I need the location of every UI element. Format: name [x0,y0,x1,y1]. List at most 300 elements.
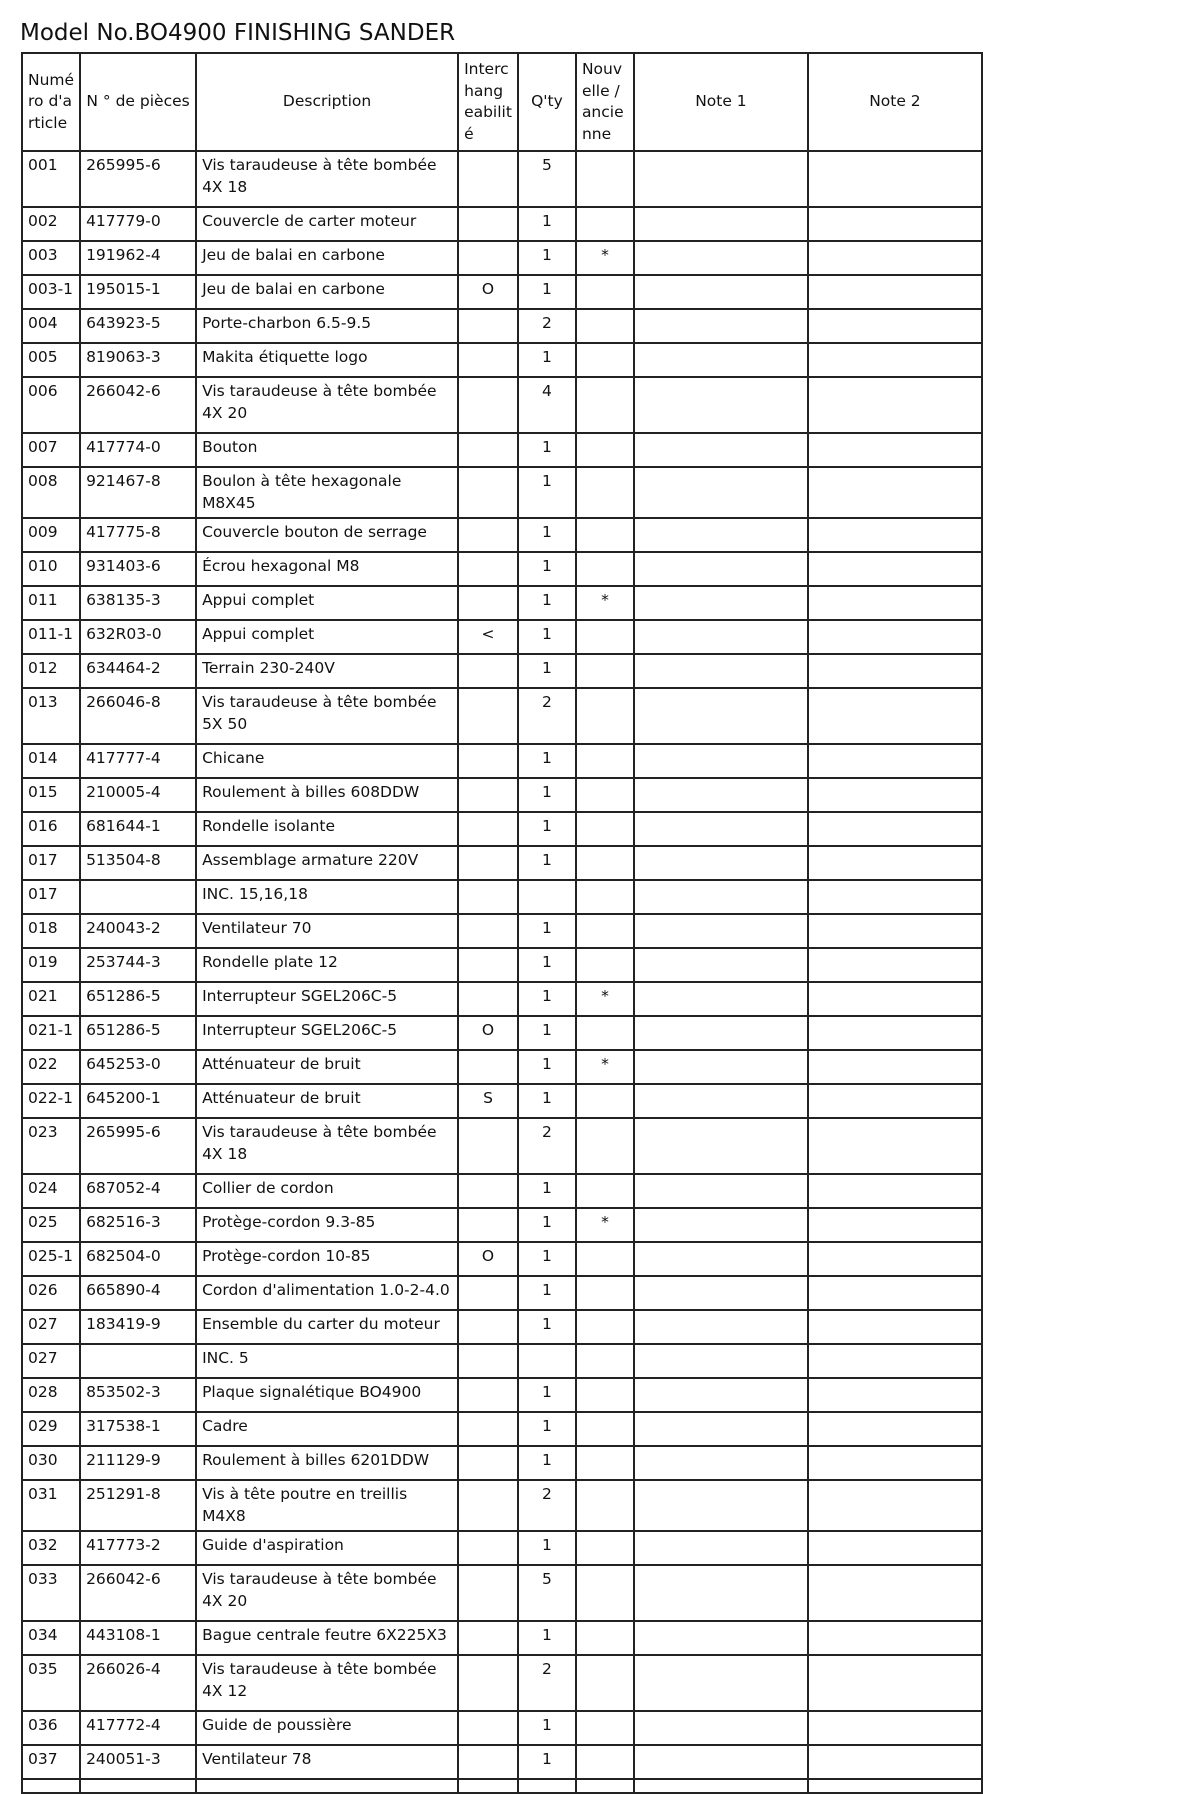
cell-new-old [576,1621,634,1655]
cell-part-number: 266046-8 [80,688,196,744]
cell-note-1 [634,948,808,982]
cell-new-old [576,552,634,586]
table-row [22,377,982,433]
cell-interchangeability [458,1378,518,1412]
table-row [22,1276,982,1310]
table-row [22,1016,982,1050]
cell-item-number: 024 [22,1174,80,1208]
cell-note-2 [808,778,982,812]
cell-part-number: 417774-0 [80,433,196,467]
cell-note-1 [634,343,808,377]
cell-interchangeability [458,982,518,1016]
cell-item-number: 029 [22,1412,80,1446]
header-item-number: Numé ro d'a rticle [22,53,80,151]
cell-new-old [576,812,634,846]
cell-note-1 [634,151,808,207]
cell-interchangeability [458,1446,518,1480]
table-row [22,1655,982,1711]
cell-note-1 [634,620,808,654]
cell-new-old [576,207,634,241]
cell-description: Vis taraudeuse à tête bombée 4X 20 [196,1565,458,1621]
cell-new-old [576,1310,634,1344]
cell-part-number: 921467-8 [80,467,196,518]
cell-note-2 [808,1565,982,1621]
cell-interchangeability [458,1276,518,1310]
cell-note-1 [634,1655,808,1711]
cell-quantity: 4 [518,377,576,433]
table-row [22,241,982,275]
cell-item-number: 013 [22,688,80,744]
cell-quantity: 1 [518,1084,576,1118]
cell-note-1 [634,518,808,552]
cell-note-2 [808,1016,982,1050]
cell-note-2 [808,914,982,948]
cell-interchangeability [458,948,518,982]
cell-description: Porte-charbon 6.5-9.5 [196,309,458,343]
cell-empty [80,1779,196,1793]
cell-part-number: 265995-6 [80,1118,196,1174]
table-row [22,1621,982,1655]
cell-new-old [576,1276,634,1310]
cell-interchangeability [458,846,518,880]
header-note-1: Note 1 [634,53,808,151]
header-description: Description [196,53,458,151]
cell-quantity: 2 [518,1118,576,1174]
cell-new-old [576,948,634,982]
cell-description: Protège-cordon 9.3-85 [196,1208,458,1242]
cell-quantity: 1 [518,1621,576,1655]
cell-description: Couvercle de carter moteur [196,207,458,241]
cell-item-number: 034 [22,1621,80,1655]
cell-part-number: 634464-2 [80,654,196,688]
table-row [22,309,982,343]
table-row [22,1084,982,1118]
cell-item-number: 027 [22,1344,80,1378]
cell-interchangeability [458,1344,518,1378]
cell-note-1 [634,846,808,880]
cell-description: Couvercle bouton de serrage [196,518,458,552]
cell-part-number: 638135-3 [80,586,196,620]
cell-part-number: 681644-1 [80,812,196,846]
cell-quantity: 1 [518,1174,576,1208]
cell-note-2 [808,1208,982,1242]
cell-interchangeability [458,1711,518,1745]
cell-quantity: 2 [518,688,576,744]
cell-item-number: 022-1 [22,1084,80,1118]
page-title: Model No.BO4900 FINISHING SANDER [20,20,456,46]
cell-part-number: 251291-8 [80,1480,196,1531]
cell-new-old [576,1446,634,1480]
cell-description: Makita étiquette logo [196,343,458,377]
cell-note-1 [634,1118,808,1174]
cell-item-number: 002 [22,207,80,241]
cell-new-old: * [576,586,634,620]
table-row [22,654,982,688]
cell-interchangeability [458,1655,518,1711]
cell-item-number: 025 [22,1208,80,1242]
table-row [22,343,982,377]
cell-empty [634,1779,808,1793]
cell-description: Plaque signalétique BO4900 [196,1378,458,1412]
cell-quantity: 1 [518,1208,576,1242]
cell-note-2 [808,1711,982,1745]
cell-part-number: 266042-6 [80,377,196,433]
cell-note-2 [808,744,982,778]
cell-note-1 [634,914,808,948]
cell-item-number: 015 [22,778,80,812]
cell-note-2 [808,620,982,654]
cell-interchangeability: O [458,275,518,309]
cell-note-1 [634,467,808,518]
cell-quantity: 1 [518,620,576,654]
cell-note-2 [808,518,982,552]
cell-note-1 [634,880,808,914]
cell-part-number: 665890-4 [80,1276,196,1310]
header-new-old: Nouv elle / ancie nne [576,53,634,151]
cell-quantity: 1 [518,467,576,518]
cell-description: Écrou hexagonal M8 [196,552,458,586]
cell-item-number: 023 [22,1118,80,1174]
cell-part-number: 417773-2 [80,1531,196,1565]
cell-empty [808,1779,982,1793]
cell-part-number: 819063-3 [80,343,196,377]
cell-note-1 [634,275,808,309]
cell-part-number: 651286-5 [80,1016,196,1050]
cell-description: Assemblage armature 220V [196,846,458,880]
cell-note-2 [808,948,982,982]
cell-note-1 [634,1446,808,1480]
cell-interchangeability: O [458,1016,518,1050]
parts-table-body [22,151,982,1793]
cell-note-2 [808,586,982,620]
table-row [22,982,982,1016]
cell-empty [576,1779,634,1793]
cell-part-number: 417775-8 [80,518,196,552]
cell-interchangeability [458,377,518,433]
cell-description: INC. 5 [196,1344,458,1378]
table-row [22,433,982,467]
table-row [22,518,982,552]
cell-part-number: 682516-3 [80,1208,196,1242]
cell-part-number: 651286-5 [80,982,196,1016]
cell-quantity: 1 [518,275,576,309]
cell-interchangeability: < [458,620,518,654]
cell-note-1 [634,1378,808,1412]
cell-note-1 [634,1174,808,1208]
cell-interchangeability [458,1480,518,1531]
cell-note-1 [634,1208,808,1242]
cell-item-number: 018 [22,914,80,948]
cell-note-2 [808,1621,982,1655]
table-row [22,880,982,914]
cell-item-number: 004 [22,309,80,343]
cell-new-old [576,1745,634,1779]
cell-item-number: 010 [22,552,80,586]
cell-quantity: 2 [518,1655,576,1711]
cell-quantity: 1 [518,846,576,880]
cell-quantity: 2 [518,1480,576,1531]
cell-note-2 [808,880,982,914]
cell-note-1 [634,1084,808,1118]
table-row [22,812,982,846]
cell-note-1 [634,1344,808,1378]
table-row [22,552,982,586]
cell-new-old [576,1531,634,1565]
cell-item-number: 028 [22,1378,80,1412]
cell-description: Guide d'aspiration [196,1531,458,1565]
cell-quantity: 1 [518,654,576,688]
cell-new-old [576,1084,634,1118]
cell-note-1 [634,1310,808,1344]
cell-part-number: 443108-1 [80,1621,196,1655]
table-row [22,1174,982,1208]
cell-interchangeability: S [458,1084,518,1118]
cell-quantity: 1 [518,1412,576,1446]
cell-interchangeability [458,1621,518,1655]
cell-interchangeability [458,778,518,812]
cell-item-number: 012 [22,654,80,688]
table-row [22,151,982,207]
cell-note-2 [808,552,982,586]
table-row [22,948,982,982]
cell-interchangeability [458,467,518,518]
cell-item-number: 027 [22,1310,80,1344]
cell-description: Collier de cordon [196,1174,458,1208]
cell-interchangeability [458,309,518,343]
cell-quantity: 1 [518,1310,576,1344]
cell-note-1 [634,812,808,846]
cell-note-2 [808,207,982,241]
cell-note-2 [808,377,982,433]
cell-new-old [576,1174,634,1208]
cell-note-1 [634,377,808,433]
table-row [22,1565,982,1621]
cell-item-number: 021-1 [22,1016,80,1050]
table-row [22,914,982,948]
cell-new-old: * [576,241,634,275]
cell-note-2 [808,467,982,518]
cell-item-number: 033 [22,1565,80,1621]
cell-note-2 [808,1745,982,1779]
cell-quantity: 1 [518,1050,576,1084]
cell-note-1 [634,1565,808,1621]
cell-part-number: 265995-6 [80,151,196,207]
cell-item-number: 017 [22,880,80,914]
cell-note-1 [634,1745,808,1779]
cell-description: Atténuateur de bruit [196,1084,458,1118]
cell-item-number: 007 [22,433,80,467]
cell-interchangeability [458,1310,518,1344]
cell-description: Vis taraudeuse à tête bombée 4X 18 [196,151,458,207]
cell-new-old [576,433,634,467]
cell-note-2 [808,812,982,846]
cell-description: Terrain 230-240V [196,654,458,688]
cell-description: Ventilateur 70 [196,914,458,948]
cell-quantity: 1 [518,778,576,812]
cell-note-2 [808,1242,982,1276]
table-row [22,1745,982,1779]
cell-note-1 [634,1276,808,1310]
cell-part-number: 266026-4 [80,1655,196,1711]
header-quantity: Q'ty [518,53,576,151]
cell-quantity: 1 [518,982,576,1016]
cell-part-number: 853502-3 [80,1378,196,1412]
cell-note-2 [808,433,982,467]
cell-quantity: 1 [518,1242,576,1276]
cell-part-number: 266042-6 [80,1565,196,1621]
cell-new-old [576,275,634,309]
cell-interchangeability [458,654,518,688]
cell-part-number [80,1344,196,1378]
cell-part-number: 253744-3 [80,948,196,982]
cell-item-number: 032 [22,1531,80,1565]
cell-empty [458,1779,518,1793]
cell-new-old [576,1711,634,1745]
cell-new-old [576,518,634,552]
cell-part-number: 183419-9 [80,1310,196,1344]
cell-note-1 [634,1531,808,1565]
cell-note-2 [808,1050,982,1084]
cell-note-2 [808,654,982,688]
cell-quantity: 1 [518,1276,576,1310]
cell-note-1 [634,1050,808,1084]
cell-quantity: 1 [518,1531,576,1565]
cell-item-number: 016 [22,812,80,846]
cell-interchangeability [458,207,518,241]
cell-item-number: 006 [22,377,80,433]
cell-interchangeability [458,241,518,275]
cell-description: Bague centrale feutre 6X225X3 [196,1621,458,1655]
cell-interchangeability [458,1174,518,1208]
cell-note-2 [808,275,982,309]
cell-new-old [576,377,634,433]
cell-description: Atténuateur de bruit [196,1050,458,1084]
cell-note-2 [808,241,982,275]
cell-new-old [576,309,634,343]
table-row [22,1446,982,1480]
cell-quantity: 5 [518,151,576,207]
cell-item-number: 036 [22,1711,80,1745]
cell-interchangeability [458,744,518,778]
table-row [22,1480,982,1531]
cell-interchangeability [458,688,518,744]
cell-interchangeability [458,433,518,467]
cell-note-1 [634,207,808,241]
cell-description: Ventilateur 78 [196,1745,458,1779]
cell-new-old [576,620,634,654]
cell-description: Rondelle plate 12 [196,948,458,982]
table-row [22,207,982,241]
cell-empty [518,1779,576,1793]
cell-description: Roulement à billes 608DDW [196,778,458,812]
cell-interchangeability [458,914,518,948]
cell-item-number: 003 [22,241,80,275]
table-row [22,620,982,654]
table-row [22,1050,982,1084]
cell-part-number: 645253-0 [80,1050,196,1084]
cell-quantity: 1 [518,1446,576,1480]
cell-note-1 [634,744,808,778]
cell-note-1 [634,1480,808,1531]
cell-interchangeability [458,880,518,914]
cell-description: Bouton [196,433,458,467]
cell-note-1 [634,1412,808,1446]
cell-note-2 [808,846,982,880]
cell-part-number: 682504-0 [80,1242,196,1276]
cell-quantity: 1 [518,241,576,275]
table-row [22,778,982,812]
cell-note-2 [808,1344,982,1378]
table-row [22,1208,982,1242]
table-row [22,688,982,744]
cell-note-2 [808,1480,982,1531]
cell-item-number: 022 [22,1050,80,1084]
cell-item-number: 009 [22,518,80,552]
cell-description: Appui complet [196,586,458,620]
cell-note-2 [808,982,982,1016]
cell-new-old [576,1242,634,1276]
cell-item-number: 037 [22,1745,80,1779]
cell-description: Jeu de balai en carbone [196,275,458,309]
cell-item-number: 001 [22,151,80,207]
cell-note-1 [634,309,808,343]
cell-item-number: 019 [22,948,80,982]
cell-item-number: 014 [22,744,80,778]
cell-interchangeability [458,1565,518,1621]
cell-new-old [576,778,634,812]
cell-item-number: 011-1 [22,620,80,654]
cell-note-1 [634,1242,808,1276]
cell-note-2 [808,309,982,343]
cell-item-number: 011 [22,586,80,620]
cell-new-old [576,654,634,688]
cell-new-old: * [576,1050,634,1084]
cell-part-number: 211129-9 [80,1446,196,1480]
cell-interchangeability [458,1118,518,1174]
cell-description: Chicane [196,744,458,778]
cell-description: Appui complet [196,620,458,654]
header-part-number: N ° de pièces [80,53,196,151]
cell-interchangeability [458,586,518,620]
cell-quantity: 1 [518,518,576,552]
cell-new-old [576,846,634,880]
cell-note-1 [634,778,808,812]
cell-interchangeability [458,1208,518,1242]
cell-part-number: 417772-4 [80,1711,196,1745]
cell-new-old [576,880,634,914]
cell-quantity: 1 [518,433,576,467]
cell-new-old [576,1118,634,1174]
parts-table [21,52,983,1794]
cell-part-number: 191962-4 [80,241,196,275]
cell-note-2 [808,151,982,207]
cell-quantity: 5 [518,1565,576,1621]
cell-new-old [576,1480,634,1531]
cell-note-1 [634,1016,808,1050]
cell-new-old [576,1565,634,1621]
cell-quantity: 1 [518,1745,576,1779]
cell-new-old: * [576,982,634,1016]
cell-part-number: 513504-8 [80,846,196,880]
table-row [22,846,982,880]
cell-note-2 [808,688,982,744]
cell-note-2 [808,1531,982,1565]
cell-description: Vis taraudeuse à tête bombée 5X 50 [196,688,458,744]
cell-quantity [518,1344,576,1378]
table-row [22,586,982,620]
cell-note-1 [634,433,808,467]
cell-interchangeability [458,343,518,377]
